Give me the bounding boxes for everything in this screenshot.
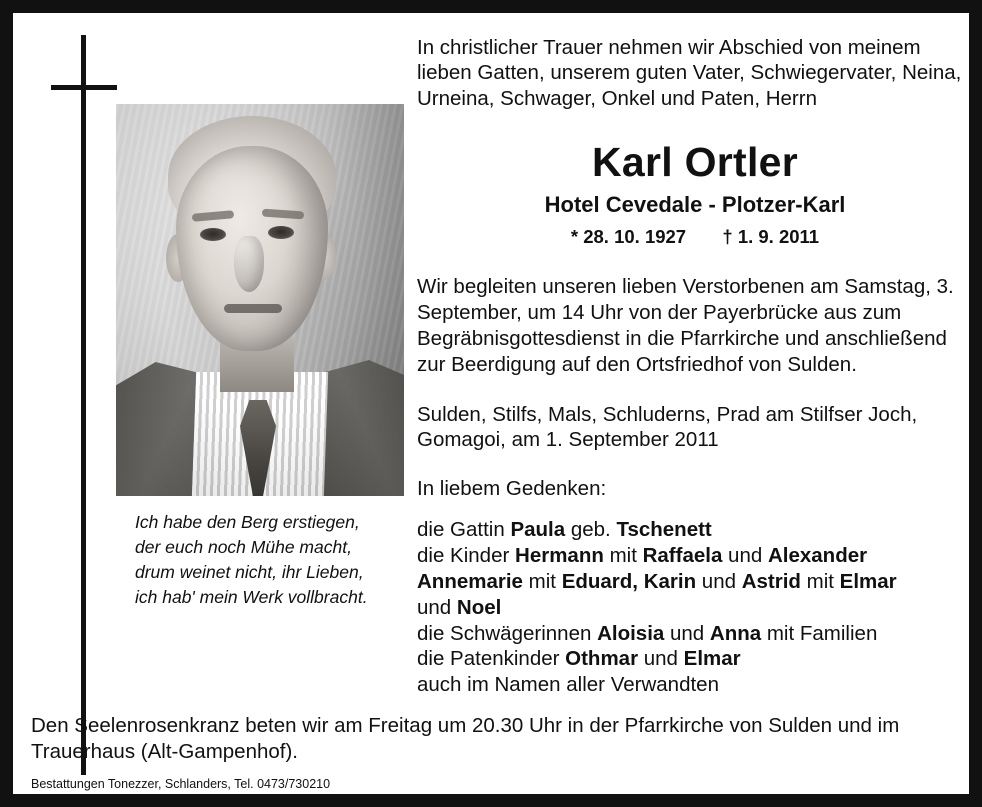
family-line: die Gattin Paula geb. Tschenett [417, 518, 712, 542]
family-line: und Noel [417, 595, 502, 619]
verse-line: Ich habe den Berg erstiegen, [135, 512, 360, 532]
death-date: † 1. 9. 2011 [722, 226, 820, 248]
left-column [31, 27, 401, 767]
memory-heading: In liebem Gedenken: [417, 477, 607, 501]
cross-horizontal-bar [51, 85, 117, 90]
funeral-home-footer: Bestattungen Tonezzer, Schlanders, Tel. 0473/730210 [31, 777, 331, 791]
birth-date: * 28. 10. 1927 [570, 226, 687, 248]
family-line: Annemarie mit Eduard, Karin und Astrid mit Elmar [417, 569, 897, 593]
family-line: die Patenkinder Othmar und Elmar [417, 647, 741, 671]
verse-line: drum weinet nicht, ihr Lieben, [135, 561, 364, 582]
deceased-subtitle: Hotel Cevedale - Plotzer-Karl [544, 192, 846, 218]
life-dates [417, 226, 973, 248]
photo-vignette [116, 104, 404, 496]
memorial-verse [135, 510, 417, 609]
places-and-date: Sulden, Stilfs, Mals, Schluderns, Prad am Stilfser Joch, Gomagoi, am 1. September 2011 [417, 402, 918, 452]
family-line: die Schwägerinnen Aloisia und Anna mit Familien [417, 621, 878, 645]
family-line: die Kinder Hermann mit Raffaela und Alexander [417, 544, 868, 568]
right-column [417, 35, 973, 698]
verse-line: ich hab' mein Werk vollbracht. [135, 586, 368, 607]
family-line: auch im Namen aller Verwandten [417, 673, 719, 697]
family-list [417, 517, 973, 698]
cross-vertical-bar [81, 35, 86, 775]
verse-line: der euch noch Mühe macht, [135, 536, 352, 557]
notice-inner [13, 13, 969, 794]
intro-text: In christlicher Trauer nehmen wir Abschied von meinem lieben Gatten, unserem guten Vater, Schwiegervater, Neina, Urneina, Schwager, Onkel und Paten, Herrn [417, 36, 962, 110]
funeral-details: Wir begleiten unseren lieben Verstorbenen am Samstag, 3. September, um 14 Uhr von der Payerbrücke aus zum Begräbnisgottesdienst in die Pfarrkirche und anschließend zur Beerdigung auf den Ortsfriedhof von Sulden. [417, 275, 954, 376]
portrait-photo [116, 104, 404, 496]
deceased-name: Karl Ortler [591, 139, 799, 186]
rosary-notice: Den Seelenrosenkranz beten wir am Freitag um 20.30 Uhr in der Pfarrkirche von Sulden und im Trauerhaus (Alt-Gampenhof). [31, 714, 900, 763]
